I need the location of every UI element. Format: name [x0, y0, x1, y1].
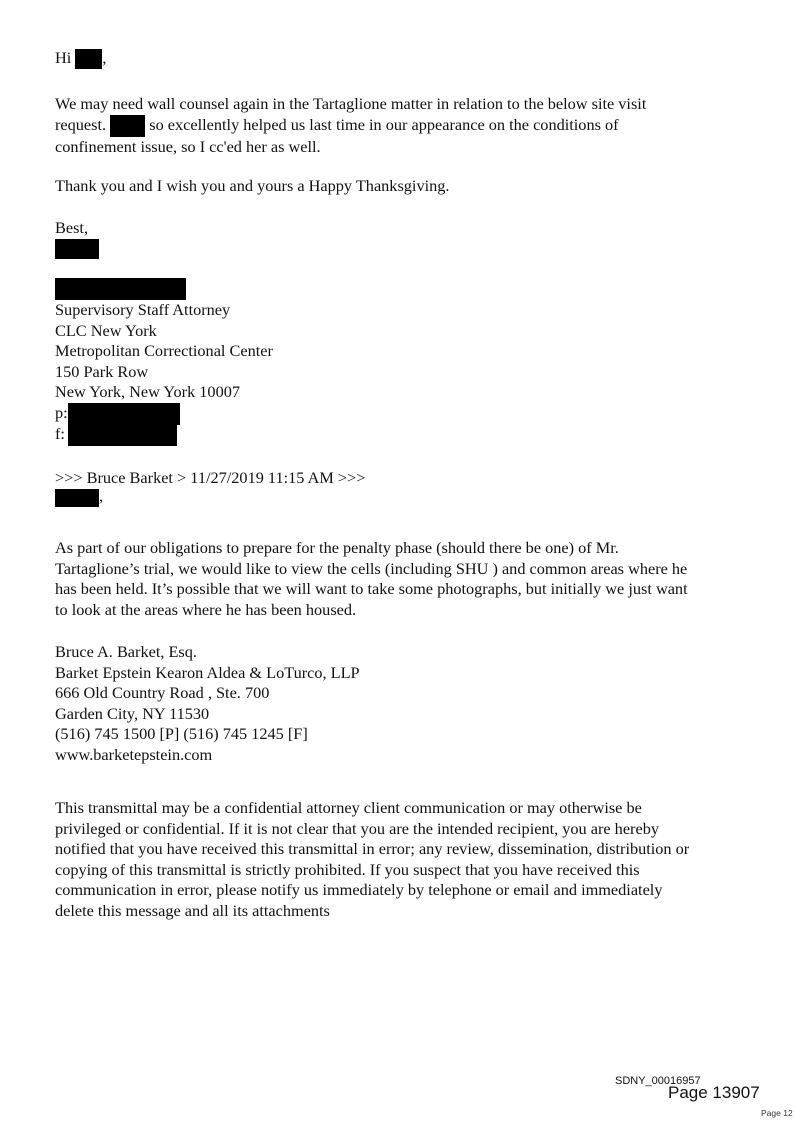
sender-name: Bruce A. Barket, Esq.	[55, 642, 197, 661]
intro-paragraph	[55, 94, 646, 157]
sender-signature	[55, 642, 360, 766]
signature-facility: Metropolitan Correctional Center	[55, 341, 273, 361]
quoted-greeting-comma: ,	[99, 486, 104, 505]
signature-org: CLC New York	[55, 320, 157, 340]
greeting-text: Hi	[55, 48, 72, 67]
sender-firm: Barket Epstein Kearon Aldea & LoTurco, LLP	[55, 662, 360, 682]
body-line: to look at the areas where he has been housed.	[55, 599, 357, 619]
intro-line	[55, 115, 646, 137]
page-number: Page 12	[761, 1108, 793, 1118]
quoted-body	[55, 538, 688, 620]
sender-phone: (516) 745 1500 [P] (516) 745 1245 [F]	[55, 724, 308, 744]
intro-line: confinement issue, so I cc'ed her as well.	[55, 136, 321, 156]
disclaimer-line: privileged or confidential. If it is not clear that you are the intended recipient, you are hereby	[55, 818, 659, 838]
bates-number: SDNY_00016957	[615, 1075, 701, 1087]
body-line: has been held. It’s possible that we will want to take some photographs, but initially we just want	[55, 579, 688, 599]
signature-title: Supervisory Staff Attorney	[55, 300, 231, 319]
redaction-fullname	[55, 278, 186, 300]
signature-city: New York, New York 10007	[55, 382, 240, 402]
closing: Best,	[55, 218, 89, 237]
text: so excellently helped us last time in our appearance on the conditions of	[149, 114, 619, 134]
page-stamp: Page 13907	[668, 1083, 760, 1102]
text: request.	[55, 114, 107, 134]
disclaimer-line: communication in error, please notify us immediately by telephone or email and immediately	[55, 880, 663, 900]
thanks-line: Thank you and I wish you and yours a Happy Thanksgiving.	[55, 176, 450, 195]
body-line: Tartaglione’s trial, we would like to view the cells (including SHU ) and common areas where he	[55, 558, 688, 578]
disclaimer-line: This transmittal may be a confidential attorney client communication or may otherwise be	[55, 798, 642, 817]
redaction-fax	[68, 424, 177, 446]
disclaimer-line: copying of this transmittal is strictly prohibited. If you suspect that you have received this	[55, 859, 640, 879]
sender-website: www.barketepstein.com	[55, 744, 213, 764]
greeting-comma: ,	[102, 48, 107, 67]
greeting	[55, 48, 106, 69]
redaction	[110, 115, 145, 137]
disclaimer	[55, 798, 689, 922]
body-line: As part of our obligations to prepare for the penalty phase (should there be one) of Mr.	[55, 538, 619, 557]
signature-street: 150 Park Row	[55, 361, 149, 381]
sender-city: Garden City, NY 11530	[55, 703, 210, 723]
redaction	[75, 49, 102, 69]
intro-line: We may need wall counsel again in the Tartaglione matter in relation to the below site visit	[55, 94, 647, 113]
disclaimer-line: delete this message and all its attachments	[55, 900, 330, 920]
fax-label: f:	[55, 423, 65, 443]
quoted-header: >>> Bruce Barket > 11/27/2019 11:15 AM >>>	[55, 468, 366, 487]
redaction-name	[55, 239, 99, 259]
redaction-recipient	[55, 489, 99, 507]
sender-street: 666 Old Country Road , Ste. 700	[55, 683, 270, 703]
redaction-phone	[68, 403, 180, 425]
phone-label: p:	[55, 402, 68, 422]
disclaimer-line: notified that you have received this transmittal in error; any review, dissemination, distribution or	[55, 839, 690, 859]
